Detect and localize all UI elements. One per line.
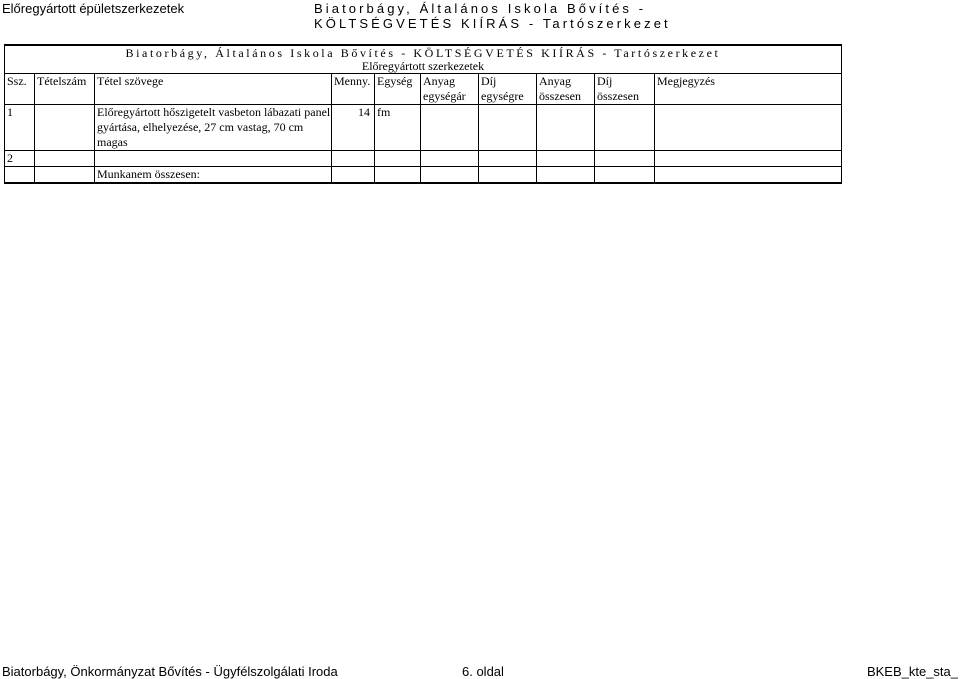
footer-left: Biatorbágy, Önkormányzat Bővítés - Ügyfélszolgálati Iroda	[2, 664, 338, 679]
row-quantity	[332, 151, 375, 167]
page-header-center	[314, 1, 671, 31]
total-cell-anyag-osszesen	[537, 167, 595, 184]
col-header-anyag-egysegar: Anyag egységár	[421, 74, 479, 105]
total-cell-tetelszam	[35, 167, 95, 184]
total-cell-megjegyzes	[655, 167, 842, 184]
col-header-dij-egysegre: Díj egységre	[479, 74, 537, 105]
row-fee-total	[595, 151, 655, 167]
total-cell-menny	[332, 167, 375, 184]
page-header-left: Előregyártott épületszerkezetek	[2, 1, 185, 16]
footer-right: BKEB_kte_sta_	[866, 664, 958, 679]
cost-estimate-sheet	[4, 44, 842, 184]
row-ssz: 1	[5, 105, 35, 151]
row-tetelszam	[35, 151, 95, 167]
row-quantity: 14	[332, 105, 375, 151]
row-ssz: 2	[5, 151, 35, 167]
total-row	[5, 167, 842, 184]
col-header-tetel-szovege: Tétel szövege	[95, 74, 332, 105]
footer-page-number: 6. oldal	[462, 664, 504, 679]
total-cell-dij-egysegre	[479, 167, 537, 184]
page-header-line-1: Biatorbágy, Általános Iskola Bővítés -	[314, 1, 647, 16]
total-label: Munkanem összesen:	[95, 167, 332, 184]
row-material-total	[537, 151, 595, 167]
col-header-menny: Menny.	[332, 74, 375, 105]
col-header-megjegyzes: Megjegyzés	[655, 74, 842, 105]
row-fee-total	[595, 105, 655, 151]
col-header-tetelszam: Tételszám	[35, 74, 95, 105]
total-cell-ssz	[5, 167, 35, 184]
row-fee-unit	[479, 105, 537, 151]
total-cell-dij-osszesen	[595, 167, 655, 184]
cost-table	[4, 73, 842, 184]
table-row	[5, 151, 842, 167]
row-note	[655, 151, 842, 167]
sheet-subtitle: Előregyártott szerkezetek	[4, 59, 842, 73]
total-cell-egyseg	[375, 167, 421, 184]
row-material-total	[537, 105, 595, 151]
sheet-title: Biatorbágy, Általános Iskola Bővítés - KÖLTSÉGVETÉS KIÍRÁS - Tartószerkezet	[4, 44, 842, 59]
col-header-dij-osszesen: Díj összesen	[595, 74, 655, 105]
table-row	[5, 105, 842, 151]
row-text	[95, 151, 332, 167]
row-material-unit-price	[421, 151, 479, 167]
row-tetelszam	[35, 105, 95, 151]
row-fee-unit	[479, 151, 537, 167]
page-header-line-2: KÖLTSÉGVETÉS KIÍRÁS - Tartószerkezet	[314, 16, 671, 31]
row-unit: fm	[375, 105, 421, 151]
table-header-row	[5, 74, 842, 105]
total-cell-anyag-egysegar	[421, 167, 479, 184]
row-unit	[375, 151, 421, 167]
col-header-ssz: Ssz.	[5, 74, 35, 105]
col-header-egyseg: Egység	[375, 74, 421, 105]
row-text: Előregyártott hőszigetelt vasbeton lábazati panel gyártása, elhelyezése, 27 cm vastag, 70 cm magas	[95, 105, 332, 151]
col-header-anyag-osszesen: Anyag összesen	[537, 74, 595, 105]
row-note	[655, 105, 842, 151]
row-material-unit-price	[421, 105, 479, 151]
